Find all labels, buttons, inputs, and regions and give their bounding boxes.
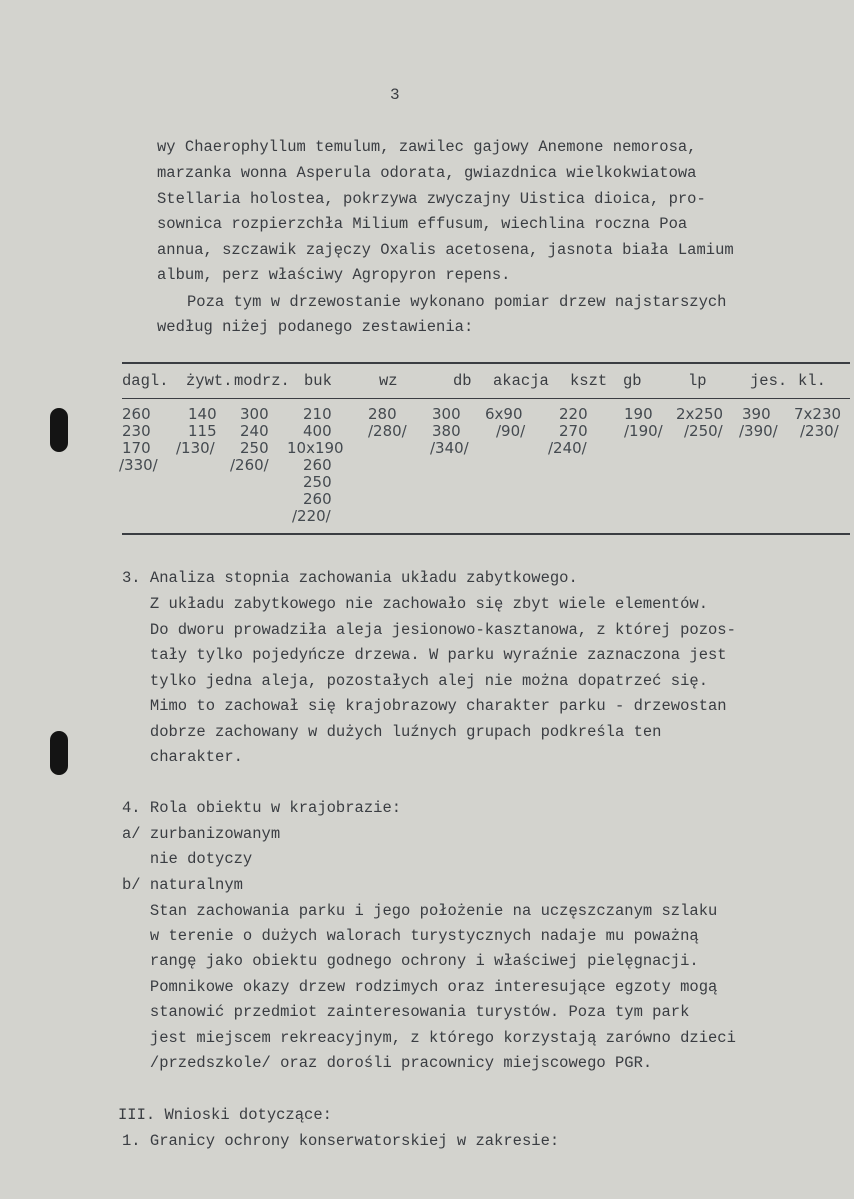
table-cell: /220/ <box>292 507 331 525</box>
text-line: Stan zachowania parku i jego położenie na uczęszczanym szlaku <box>122 902 718 920</box>
text-line: dobrze zachowany w dużych luźnych grupach podkreśla ten <box>122 723 662 741</box>
text-line: album, perz właściwy Agropyron repens. <box>157 266 511 284</box>
section-heading: III. Wnioski dotyczące: <box>118 1106 332 1124</box>
text-line: w terenie o dużych walorach turystycznych nadaje mu poważną <box>122 927 699 945</box>
table-cell: 230 <box>122 422 151 440</box>
text-line: rangę jako obiektu godnego ochrony i właściwej pielęgnacji. <box>122 952 699 970</box>
table-header: kl. <box>798 372 826 390</box>
table-cell: /240/ <box>548 439 587 457</box>
text-line: jest miejscem rekreacyjnym, z którego korzystają zarówno dzieci <box>122 1029 736 1047</box>
table-header: modrz. <box>234 372 290 390</box>
table-cell: 6x90 <box>485 405 523 423</box>
table-cell: 300 <box>432 405 461 423</box>
table-header: buk <box>304 372 332 390</box>
table-bottom-rule <box>122 533 850 535</box>
table-header: gb <box>623 372 642 390</box>
table-cell: 10x190 <box>287 439 344 457</box>
table-cell: 115 <box>188 422 217 440</box>
table-cell: /280/ <box>368 422 407 440</box>
text-line: marzanka wonna Asperula odorata, gwiazdnica wielkokwiatowa <box>157 164 697 182</box>
table-cell: 220 <box>559 405 588 423</box>
text-line: tylko jedna aleja, pozostałych alej nie można dopatrzeć się. <box>122 672 708 690</box>
table-header: dagl. <box>122 372 169 390</box>
table-cell: 260 <box>303 490 332 508</box>
table-cell: 140 <box>188 405 217 423</box>
table-cell: 280 <box>368 405 397 423</box>
table-cell: 260 <box>303 456 332 474</box>
text-line: b/ naturalnym <box>122 876 243 894</box>
table-top-rule <box>122 362 850 364</box>
text-line: annua, szczawik zajęczy Oxalis acetosena, jasnota biała Lamium <box>157 241 734 259</box>
table-cell: /90/ <box>496 422 526 440</box>
table-cell: 190 <box>624 405 653 423</box>
table-header: db <box>453 372 472 390</box>
text-line: nie dotyczy <box>122 850 253 868</box>
table-cell: 380 <box>432 422 461 440</box>
text-line: stanowić przedmiot zainteresowania turystów. Poza tym park <box>122 1003 690 1021</box>
section-heading: 4. Rola obiektu w krajobrazie: <box>122 799 402 817</box>
table-cell: 250 <box>303 473 332 491</box>
punch-hole <box>50 408 68 452</box>
table-cell: /390/ <box>739 422 778 440</box>
text-line: Z układu zabytkowego nie zachowało się zbyt wiele elementów. <box>122 595 708 613</box>
table-header: żywt. <box>186 372 233 390</box>
text-line: Pomnikowe okazy drzew rodzimych oraz interesujące egzoty mogą <box>122 978 718 996</box>
text-line: wy Chaerophyllum temulum, zawilec gajowy Anemone nemorosa, <box>157 138 697 156</box>
table-cell: 170 <box>122 439 151 457</box>
table-cell: /340/ <box>430 439 469 457</box>
text-line: według niżej podanego zestawienia: <box>157 318 474 336</box>
text-line: sownica rozpierzchła Milium effusum, wiechlina roczna Poa <box>157 215 688 233</box>
table-cell: 250 <box>240 439 269 457</box>
table-cell: /250/ <box>684 422 723 440</box>
table-cell: /260/ <box>230 456 269 474</box>
text-line: Poza tym w drzewostanie wykonano pomiar drzew najstarszych <box>187 293 727 311</box>
table-cell: /230/ <box>800 422 839 440</box>
table-cell: /330/ <box>119 456 158 474</box>
table-cell: /190/ <box>624 422 663 440</box>
table-cell: /130/ <box>176 439 215 457</box>
text-line: Do dworu prowadziła aleja jesionowo-kasztanowa, z której pozos- <box>122 621 736 639</box>
table-cell: 400 <box>303 422 332 440</box>
text-line: Mimo to zachował się krajobrazowy charakter parku - drzewostan <box>122 697 727 715</box>
text-line: Stellaria holostea, pokrzywa zwyczajny Uistica dioica, pro- <box>157 190 706 208</box>
table-header: kszt <box>570 372 608 390</box>
table-header: akacja <box>493 372 549 390</box>
table-cell: 210 <box>303 405 332 423</box>
table-header-rule <box>122 398 850 399</box>
table-cell: 270 <box>559 422 588 440</box>
table-cell: 260 <box>122 405 151 423</box>
table-header: lp <box>688 372 707 390</box>
text-line: a/ zurbanizowanym <box>122 825 281 843</box>
table-cell: 240 <box>240 422 269 440</box>
text-line: tały tylko pojedyńcze drzewa. W parku wyraźnie zaznaczona jest <box>122 646 727 664</box>
table-cell: 2x250 <box>676 405 724 423</box>
table-cell: 390 <box>742 405 771 423</box>
table-header: wz <box>379 372 398 390</box>
table-header: jes. <box>750 372 788 390</box>
table-cell: 300 <box>240 405 269 423</box>
text-line: 1. Granicy ochrony konserwatorskiej w zakresie: <box>122 1132 560 1150</box>
text-line: /przedszkole/ oraz dorośli pracownicy miejscowego PGR. <box>122 1054 653 1072</box>
page-number: 3 <box>390 86 400 104</box>
section-heading: 3. Analiza stopnia zachowania układu zabytkowego. <box>122 569 578 587</box>
punch-hole <box>50 731 68 775</box>
table-cell: 7x230 <box>794 405 842 423</box>
text-line: charakter. <box>122 748 243 766</box>
